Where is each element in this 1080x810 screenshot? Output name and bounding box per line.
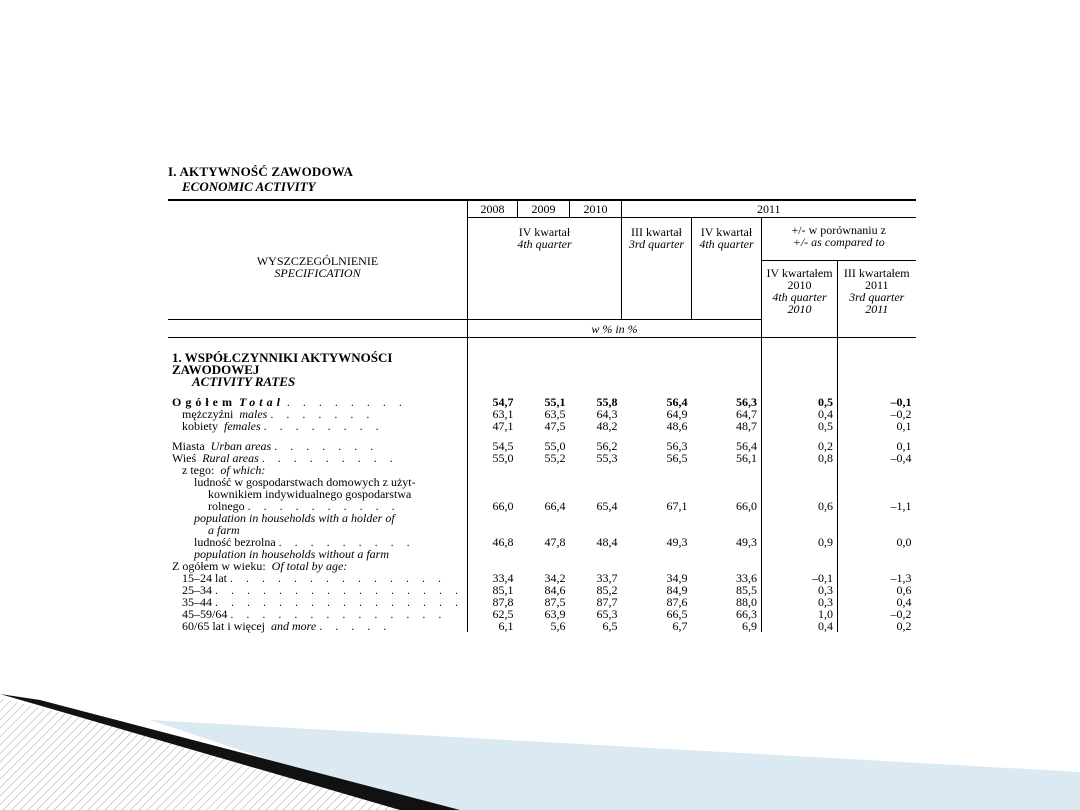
activity-table bbox=[168, 199, 916, 632]
table-row: Wieś Rural areas . . . . . . . . . 55,0 55,2 55,3 56,5 56,1 0,8 –0,4 bbox=[168, 452, 916, 464]
section-heading bbox=[168, 164, 353, 194]
q4b-en: 4th quarter bbox=[699, 237, 754, 251]
table-row: 25–34 . . . . . . . . . . . . . . . . 85,1 84,6 85,2 84,9 85,5 0,3 0,6 bbox=[168, 584, 916, 596]
compare-pl: +/- w porównaniu z bbox=[791, 223, 886, 237]
compare-header bbox=[762, 218, 916, 261]
cmp1-en: 4th quarter 2010 bbox=[772, 290, 827, 316]
table-row: Miasta Urban areas . . . . . . . 54,5 55,0 56,2 56,3 56,4 0,2 0,1 bbox=[168, 440, 916, 452]
spec-pl: WYSZCZEGÓLNIENIE bbox=[256, 253, 379, 268]
q4b-pl: IV kwartał bbox=[700, 225, 753, 239]
table-row: 60/65 lat i więcej and more . . . . . 6,1 5,6 6,5 6,7 6,9 0,4 0,2 bbox=[168, 620, 916, 632]
spec-en: SPECIFICATION bbox=[274, 265, 361, 280]
cmp1-pl: IV kwartałem 2010 bbox=[766, 266, 833, 292]
q3-pl: III kwartał bbox=[631, 225, 682, 239]
section-title: I. AKTYWNOŚĆ ZAWODOWA bbox=[168, 164, 354, 179]
table-row: 35–44 . . . . . . . . . . . . . . . . 87,8 87,5 87,7 87,6 88,0 0,3 0,4 bbox=[168, 596, 916, 608]
group-title-pl: 1. WSPÓŁCZYNNIKI AKTYWNOŚCI ZAWODOWEJ bbox=[172, 349, 393, 377]
cmp2-en: 3rd quarter 2011 bbox=[849, 290, 905, 316]
q4-header bbox=[468, 218, 622, 320]
year-2009: 2009 bbox=[518, 200, 570, 218]
decorative-bottom-band bbox=[0, 660, 1080, 810]
q3-en: 3rd quarter bbox=[628, 237, 685, 251]
year-2010: 2010 bbox=[570, 200, 622, 218]
year-2011: 2011 bbox=[622, 200, 916, 218]
spec-header bbox=[168, 200, 468, 319]
section-subtitle: ECONOMIC ACTIVITY bbox=[182, 179, 316, 194]
group-title-en: ACTIVITY RATES bbox=[192, 373, 296, 389]
table-row: z tego: of which: bbox=[168, 464, 916, 476]
unit-label: w % in % bbox=[468, 319, 762, 337]
table-row: Ogółem Total . . . . . . . . 54,7 55,1 55,8 56,4 56,3 0,5 –0,1 bbox=[168, 396, 916, 408]
year-2008: 2008 bbox=[468, 200, 518, 218]
q4-pl: IV kwartał bbox=[518, 225, 571, 239]
compare-en: +/- as compared to bbox=[792, 235, 885, 249]
table-row: ludność w gospodarstwach domowych z użyt- kownikiem indywidualnego gospodarstwa rolnego . . . . . . . . . . population in households with a holder of a farm 66,0 66,4 65,4 67,1 66,0 0,6 –1,1 bbox=[168, 476, 916, 536]
group-title bbox=[168, 337, 468, 396]
table-row: 45–59/64 . . . . . . . . . . . . . . 62,5 63,9 65,3 66,5 66,3 1,0 –0,2 bbox=[168, 608, 916, 620]
q4-en: 4th quarter bbox=[517, 237, 572, 251]
table-row: mężczyźni males . . . . . . . 63,1 63,5 64,3 64,9 64,7 0,4 –0,2 bbox=[168, 408, 916, 420]
table-row: Z ogółem w wieku: Of total by age: bbox=[168, 560, 916, 572]
table-row: ludność bezrolna . . . . . . . . . population in households without a farm 46,8 47,8 48,4 49,3 49,3 0,9 0,0 bbox=[168, 536, 916, 560]
table-row: kobiety females . . . . . . . . 47,1 47,5 48,2 48,6 48,7 0,5 0,1 bbox=[168, 420, 916, 440]
cmp-q4-2010 bbox=[762, 261, 838, 320]
q4-2011-header bbox=[692, 218, 762, 320]
table-row: 15–24 lat . . . . . . . . . . . . . . 33,4 34,2 33,7 34,9 33,6 –0,1 –1,3 bbox=[168, 572, 916, 584]
q3-2011-header bbox=[622, 218, 692, 320]
cmp-q3-2011 bbox=[838, 261, 916, 320]
cmp2-pl: III kwartałem 2011 bbox=[843, 266, 910, 292]
